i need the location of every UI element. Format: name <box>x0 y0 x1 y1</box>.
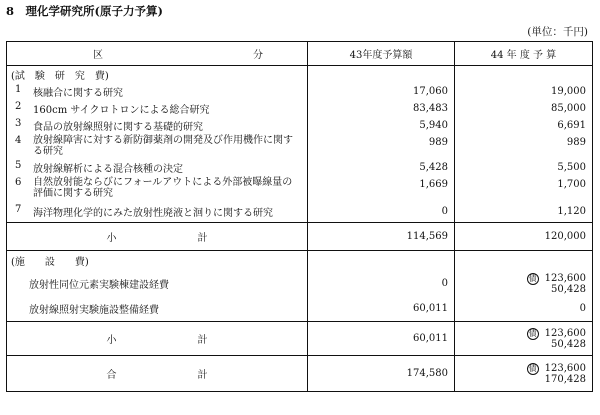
item-fy44: 1,120 <box>455 201 593 223</box>
table-row <box>7 83 593 100</box>
total-fy44-top: 123,600 <box>544 362 586 374</box>
header-category-b: 分 <box>253 50 263 61</box>
item-name: 放射線解析による混合核種の決定 <box>33 163 183 175</box>
total-label-b: 計 <box>197 370 208 381</box>
item-fy44: 989 <box>455 134 593 159</box>
subtotal-fy43: 114,569 <box>308 223 455 251</box>
item-no: 3 <box>15 117 22 129</box>
subtotal-label-b: 計 <box>197 335 208 346</box>
item-fy43: 5,940 <box>308 117 455 134</box>
item-fy43: 5,428 <box>308 159 455 176</box>
item-fy44: 0 <box>455 297 593 322</box>
table-row <box>7 117 593 134</box>
header-row <box>7 42 593 66</box>
item-no: 2 <box>15 100 22 112</box>
item-fy43: 989 <box>308 134 455 159</box>
section-label-research: (試 験 研 究 費) <box>7 66 308 83</box>
item-name: 海洋物理化学的にみた放射性廃液と洄りに関する研究 <box>33 207 273 219</box>
item-no: 5 <box>15 159 22 171</box>
section-label-facilities: (施 設 費) <box>7 251 308 271</box>
item-fy44 <box>455 271 593 297</box>
table-row <box>7 100 593 117</box>
total-row <box>7 356 593 392</box>
item-name: 放射線障害に対する新防御薬剤の開発及び作用機作に関する研究 <box>33 135 293 157</box>
header-category <box>7 42 308 66</box>
subtotal-label-a: 小 <box>106 335 117 346</box>
unit-label: (単位：千円) <box>527 26 588 38</box>
subtotal-label-a: 小 <box>106 233 117 244</box>
section-row-facilities <box>7 251 593 271</box>
subtotal-fy44-top: 123,600 <box>544 327 586 339</box>
item-fy44: 1,700 <box>455 176 593 201</box>
table-row <box>7 134 593 159</box>
subtotal-fy44 <box>455 322 593 356</box>
item-fy44: 19,000 <box>455 83 593 100</box>
item-fy43: 60,011 <box>308 297 455 322</box>
item-fy43: 1,669 <box>308 176 455 201</box>
item-fy43: 0 <box>308 201 455 223</box>
section-row-research <box>7 66 593 83</box>
item-name: 160cm サイクロトロンによる総合研究 <box>33 104 210 116</box>
header-fy44: 44 年 度 予 算 <box>455 42 593 66</box>
subtotal-row-facilities <box>7 322 593 356</box>
item-no: 7 <box>15 203 22 215</box>
header-category-a: 区 <box>93 50 103 61</box>
item-fy44: 85,000 <box>455 100 593 117</box>
subtotal-row-research <box>7 223 593 251</box>
item-name: 核融合に関する研究 <box>33 87 123 99</box>
item-fy44: 6,691 <box>455 117 593 134</box>
item-name: 自然放射能ならびにフォールアウトによる外部被曝線量の評価に関する研究 <box>33 177 293 199</box>
item-name: 食品の放射線照射に関する基礎的研究 <box>33 121 203 133</box>
total-fy44-bottom: 170,428 <box>544 373 586 385</box>
subtotal-label-b: 計 <box>197 233 208 244</box>
table-row <box>7 271 593 297</box>
item-fy44: 5,500 <box>455 159 593 176</box>
subtotal-fy44: 120,000 <box>455 223 593 251</box>
table-row <box>7 201 593 223</box>
page-title: 8 理化学研究所(原子力予算) <box>6 4 163 18</box>
item-no: 1 <box>15 83 22 95</box>
budget-table <box>6 41 593 392</box>
header-fy43: 43年度予算額 <box>308 42 455 66</box>
table-row <box>7 176 593 201</box>
item-name: 放射性同位元素実験棟建設経費 <box>7 271 308 297</box>
item-fy43: 83,483 <box>308 100 455 117</box>
item-name: 放射線照射実験施設整備経費 <box>7 297 308 322</box>
item-fy43: 17,060 <box>308 83 455 100</box>
total-fy44 <box>455 356 593 392</box>
debt-mark-icon: 債 <box>528 328 537 338</box>
debt-mark-icon: 債 <box>528 363 537 373</box>
total-fy43: 174,580 <box>308 356 455 392</box>
item-no: 6 <box>15 177 22 188</box>
subtotal-fy43: 60,011 <box>308 322 455 356</box>
item-fy44-bottom: 50,428 <box>551 283 586 295</box>
item-fy43: 0 <box>308 271 455 297</box>
table-row <box>7 159 593 176</box>
subtotal-fy44-bottom: 50,428 <box>551 338 586 350</box>
item-no: 4 <box>15 135 22 146</box>
table-row <box>7 297 593 322</box>
debt-mark-icon: 債 <box>528 273 537 283</box>
item-fy44-top: 123,600 <box>544 272 586 284</box>
total-label-a: 合 <box>106 370 117 381</box>
